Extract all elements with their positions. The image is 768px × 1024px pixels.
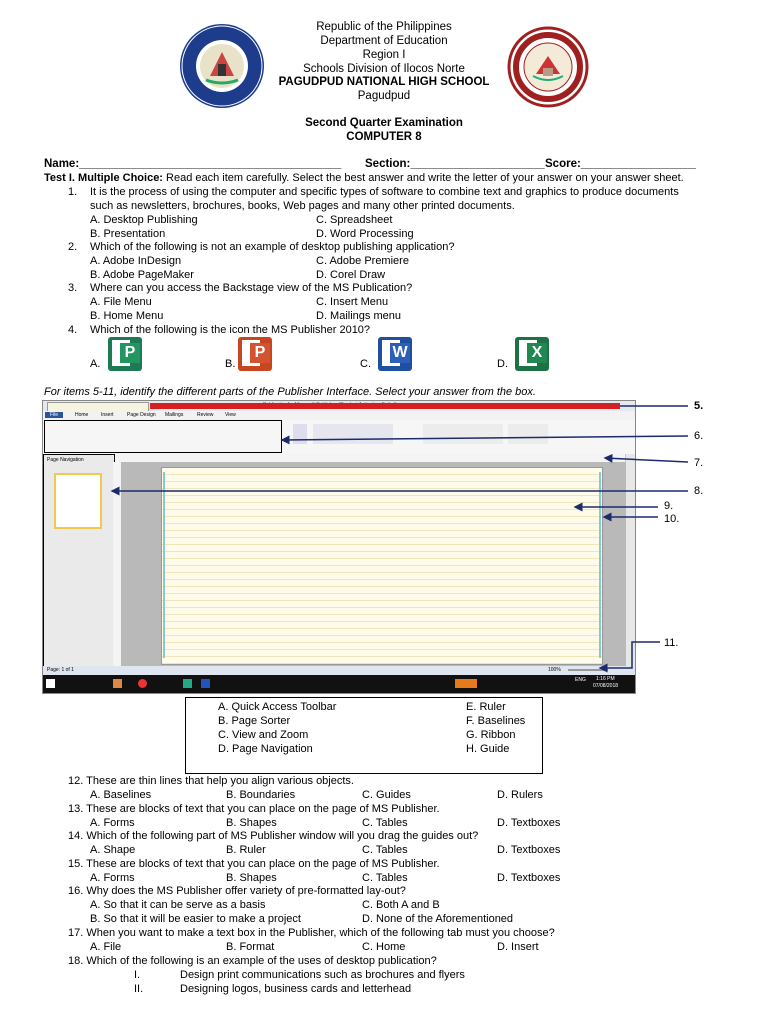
- q13-option-c: C. Tables: [362, 817, 408, 829]
- q3-option-b: B. Home Menu: [90, 310, 164, 322]
- choice-g: G. Ribbon: [466, 729, 516, 741]
- header-line3: Region I: [362, 49, 406, 61]
- q14-text: 14. Which of the following part of MS Publisher window will you drag the guides out?: [68, 830, 479, 842]
- q14-option-b: B. Ruler: [226, 844, 266, 856]
- q14-option-a: A. Shape: [90, 844, 136, 856]
- q18-item-ii-label: II.: [134, 983, 144, 995]
- zoom-level[interactable]: 100%: [548, 667, 561, 673]
- q1-number: 1.: [68, 186, 78, 198]
- header-line1: Republic of the Philippines: [316, 21, 452, 33]
- page-navigation-title: Page Navigation: [47, 457, 84, 463]
- q1-option-a: A. Desktop Publishing: [90, 214, 198, 226]
- status-page-info: Page: 1 of 1: [47, 667, 74, 673]
- q18-item-i-label: I.: [134, 969, 141, 981]
- test1-instruction: Read each item carefully. Select the best answer and write the letter of your answer on your answer sheet.: [166, 172, 684, 184]
- excel-icon-letter: X: [527, 343, 547, 363]
- callout-11: 11.: [664, 637, 679, 649]
- q12-option-a: A. Baselines: [90, 789, 152, 801]
- callout-5: 5.: [694, 400, 704, 412]
- q17-option-a: A. File: [90, 941, 122, 953]
- choice-c: C. View and Zoom: [218, 729, 309, 741]
- q3-option-c: C. Insert Menu: [316, 296, 389, 308]
- q1-option-d: D. Word Processing: [316, 228, 414, 240]
- choice-f: F. Baselines: [466, 715, 526, 727]
- system-language: ENG: [575, 677, 586, 683]
- q4-option-b: B.: [225, 358, 236, 370]
- test1-label: Test I. Multiple Choice:: [44, 172, 163, 184]
- q17-option-d: D. Insert: [497, 941, 539, 953]
- q4-option-a: A.: [90, 358, 101, 370]
- callout-6: 6.: [694, 430, 704, 442]
- q12-text: 12. These are thin lines that help you align various objects.: [68, 775, 354, 787]
- q4-text: Which of the following is the icon the MS Publisher 2010?: [90, 324, 371, 336]
- callout-6-line: [282, 436, 688, 440]
- score-field: Score:__________________: [545, 158, 696, 170]
- choice-a: A. Quick Access Toolbar: [218, 701, 337, 713]
- q3-text: Where can you access the Backstage view of the MS Publication?: [90, 282, 413, 294]
- q2-option-b: B. Adobe PageMaker: [90, 269, 194, 281]
- powerpoint-icon-letter: P: [250, 343, 270, 363]
- school-town: Pagudpud: [357, 90, 411, 102]
- q16-option-c: C. Both A and B: [362, 899, 440, 911]
- q3-option-d: D. Mailings menu: [316, 310, 401, 322]
- q12-option-c: C. Guides: [362, 789, 411, 801]
- q18-item-ii-text: Designing logos, business cards and letterhead: [180, 983, 412, 995]
- q16-option-b: B. So that it will be easier to make a project: [90, 913, 301, 925]
- callout-7: 7.: [694, 457, 704, 469]
- q2-number: 2.: [68, 241, 78, 253]
- q13-option-b: B. Shapes: [226, 817, 277, 829]
- q15-option-a: A. Forms: [90, 872, 135, 884]
- q16-text: 16. Why does the MS Publisher offer variety of pre-formatted lay-out?: [68, 885, 406, 897]
- publisher-icon-letter: P: [120, 343, 140, 363]
- school-name: PAGUDPUD NATIONAL HIGH SCHOOL: [278, 76, 490, 88]
- q14-option-c: C. Tables: [362, 844, 408, 856]
- q18-text: 18. Which of the following is an example of the uses of desktop publication?: [68, 955, 437, 967]
- system-date: 07/08/2018: [593, 683, 619, 689]
- q13-text: 13. These are blocks of text that you can place on the page of MS Publisher.: [68, 803, 440, 815]
- callout-7-line: [605, 458, 688, 462]
- q2-option-c: C. Adobe Premiere: [316, 255, 409, 267]
- q3-number: 3.: [68, 282, 78, 294]
- q15-option-c: C. Tables: [362, 872, 408, 884]
- q12-option-d: D. Rulers: [497, 789, 543, 801]
- word-icon-letter: W: [390, 343, 410, 363]
- tab-insert[interactable]: Insert: [101, 412, 114, 418]
- choices-box: [185, 697, 543, 774]
- q1-line1: It is the process of using the computer and specific types of software to combine text and graphics to produce documents: [90, 186, 679, 198]
- q18-item-i-text: Design print communications such as brochures and flyers: [180, 969, 465, 981]
- system-time: 1:16 PM: [596, 676, 615, 682]
- tab-file[interactable]: File: [45, 412, 63, 418]
- q16-option-d: D. None of the Aforementioned: [362, 913, 514, 925]
- choice-h: H. Guide: [466, 743, 510, 755]
- q16-option-a: A. So that it can be serve as a basis: [90, 899, 266, 911]
- tab-review[interactable]: Review: [197, 412, 214, 418]
- exam-subject: COMPUTER 8: [346, 131, 422, 143]
- callout-11-line: [600, 642, 660, 668]
- q17-option-c: C. Home: [362, 941, 406, 953]
- q13-option-a: A. Forms: [90, 817, 135, 829]
- section-field: Section:_____________________: [365, 158, 545, 170]
- header-line4: Schools Division of Ilocos Norte: [303, 63, 465, 75]
- q17-text: 17. When you want to make a text box in the Publisher, which of the following tab must you choose?: [68, 927, 555, 939]
- callout-10: 10.: [664, 513, 680, 525]
- q12-option-b: B. Boundaries: [226, 789, 296, 801]
- q15-option-b: B. Shapes: [226, 872, 277, 884]
- q1-option-c: C. Spreadsheet: [316, 214, 393, 226]
- name-field: Name:_________________________________________: [44, 158, 342, 170]
- q1-option-b: B. Presentation: [90, 228, 166, 240]
- callout-8: 8.: [694, 485, 704, 497]
- q14-option-d: D. Textboxes: [497, 844, 561, 856]
- q4-option-d: D.: [497, 358, 508, 370]
- tab-view[interactable]: View: [225, 412, 236, 418]
- title-bar-highlight: [150, 403, 620, 409]
- header-line2: Department of Education: [320, 35, 448, 47]
- q2-option-d: D. Corel Draw: [316, 269, 386, 281]
- q17-option-b: B. Format: [226, 941, 275, 953]
- callout-9: 9.: [664, 500, 674, 512]
- tab-mailings[interactable]: Mailings: [165, 412, 184, 418]
- tab-page-design[interactable]: Page Design: [127, 412, 156, 418]
- items-5-11-instruction: For items 5-11, identify the different parts of the Publisher Interface. Select your answer from the box.: [44, 386, 536, 398]
- q3-option-a: A. File Menu: [90, 296, 152, 308]
- choice-e: E. Ruler: [466, 701, 506, 713]
- q1-line2: such as newsletters, brochures, books, Web pages and many other printed documents.: [90, 200, 515, 212]
- tab-home[interactable]: Home: [75, 412, 89, 418]
- choice-b: B. Page Sorter: [218, 715, 291, 727]
- q4-option-c: C.: [360, 358, 371, 370]
- q2-text: Which of the following is not an example of desktop publishing application?: [90, 241, 455, 253]
- choice-d: D. Page Navigation: [218, 743, 313, 755]
- q2-option-a: A. Adobe InDesign: [90, 255, 182, 267]
- q15-option-d: D. Textboxes: [497, 872, 561, 884]
- exam-title: Second Quarter Examination: [305, 117, 463, 129]
- q15-text: 15. These are blocks of text that you can place on the page of MS Publisher.: [68, 858, 440, 870]
- q4-number: 4.: [68, 324, 78, 336]
- q13-option-d: D. Textboxes: [497, 817, 561, 829]
